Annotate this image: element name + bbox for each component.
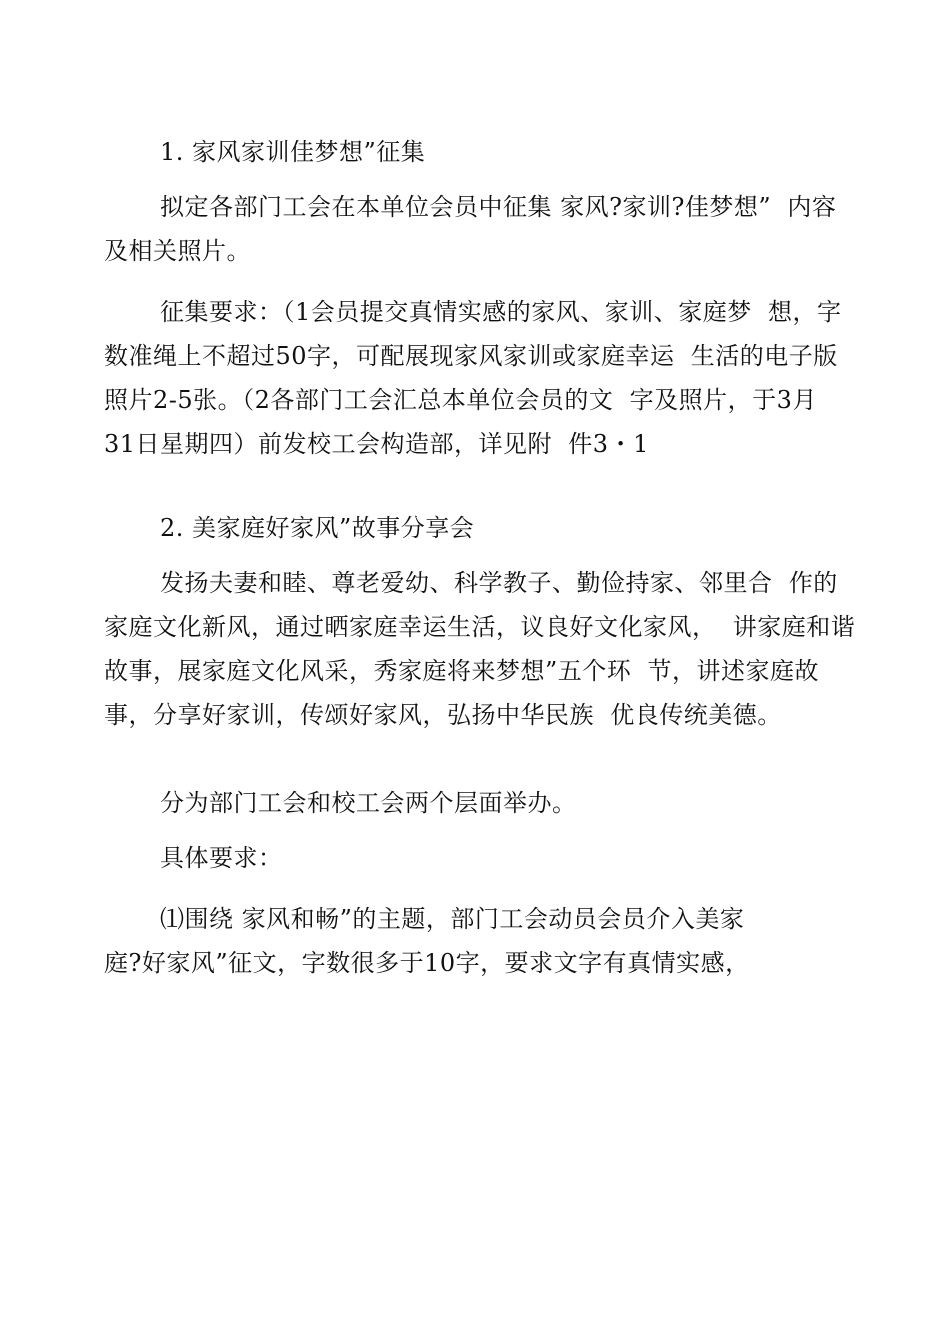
paragraph-story-sharing <box>104 561 864 737</box>
section-heading-2: 2. 美家庭好家风”故事分享会 <box>160 514 475 542</box>
paragraph-line: 家庭文化新风，通过晒家庭幸运生活，议良好文化家风， 讲家庭和谐 <box>104 613 856 641</box>
paragraph-line: 数准绳上不超过50字，可配展现家风家训或家庭幸运 生活的电子版 <box>104 342 838 370</box>
paragraph-line: 照片2-5张。（2各部门工会汇总本单位会员的文 字及照片，于3月 <box>104 386 817 414</box>
paragraph-collection-plan <box>104 185 864 273</box>
paragraph-line: 庭?好家风”征文，字数很多于10字，要求文字有真情实感， <box>104 949 750 977</box>
paragraph-line: 征集要求：（1会员提交真情实感的家风、家训、家庭梦 想，字 <box>160 298 842 326</box>
paragraph-collection-requirements <box>104 290 864 466</box>
paragraph-line: 31日星期四）前发校工会构造部，详见附 件3・1 <box>104 430 649 458</box>
paragraph-line: ⑴围绕 家风和畅”的主题，部门工会动员会员介入美家 <box>160 905 745 933</box>
paragraph-line: 发扬夫妻和睦、尊老爱幼、科学教子、勤俭持家、邻里合 作的 <box>160 569 838 597</box>
paragraph-line: 事，分享好家训，传颂好家风，弘扬中华民族 优良传统美德。 <box>104 701 782 729</box>
paragraph-line: 故事，展家庭文化风采，秀家庭将来梦想”五个环 节，讲述家庭故 <box>104 657 820 685</box>
section-heading-1: 1. 家风家训佳梦想”征集 <box>160 138 426 166</box>
paragraph-line: 及相关照片。 <box>104 237 251 265</box>
paragraph-line: 拟定各部门工会在本单位会员中征集 家风?家训?佳梦想” 内容 <box>160 193 837 221</box>
paragraph-requirement-1 <box>104 897 864 985</box>
paragraph-specific-requirements-label: 具体要求： <box>160 844 283 872</box>
paragraph-levels: 分为部门工会和校工会两个层面举办。 <box>160 789 577 817</box>
